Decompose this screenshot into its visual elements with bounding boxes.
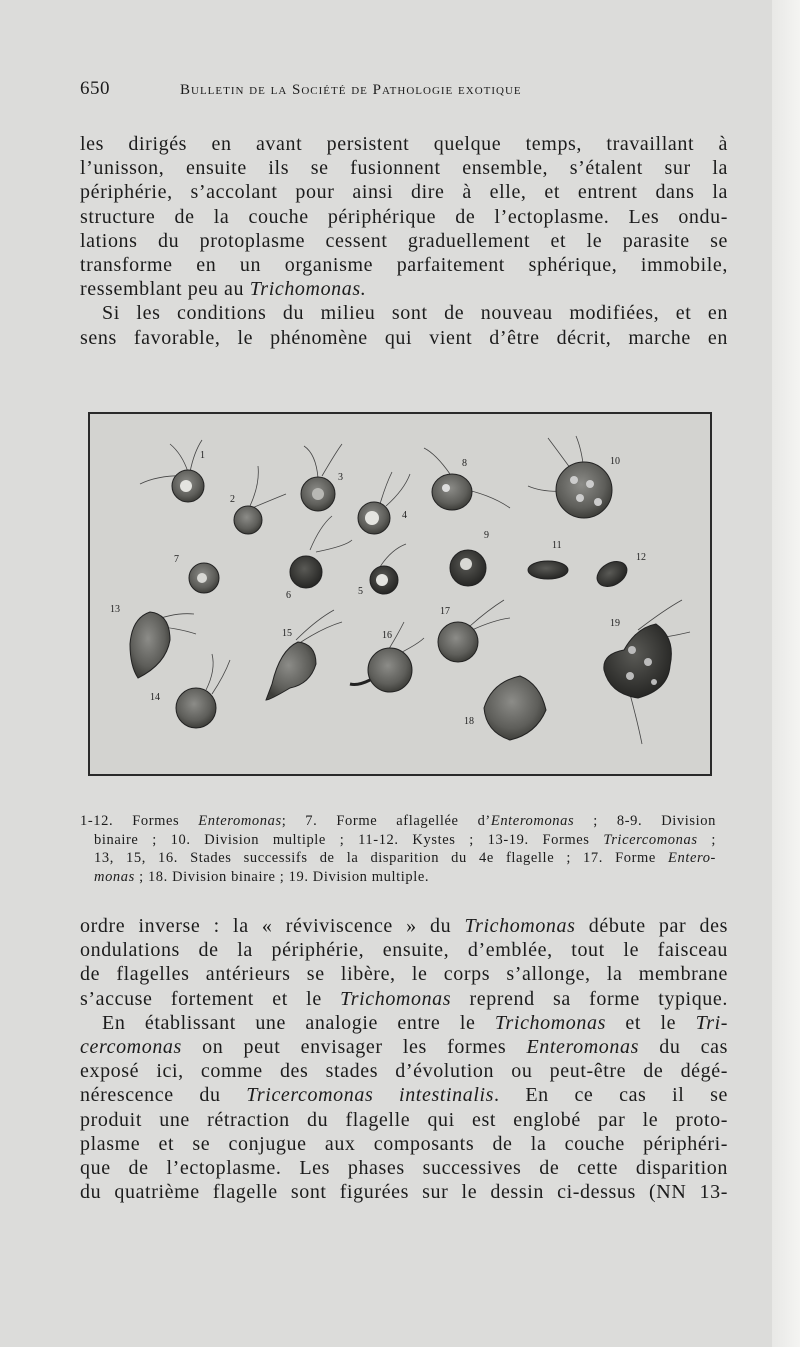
text-run: ordre inverse : la « réviviscence » du bbox=[80, 915, 465, 937]
label-13: 13 bbox=[110, 604, 120, 615]
caption-run: ; 7. Forme aflagellée d’ bbox=[281, 813, 491, 829]
genus-name: Trichomonas bbox=[464, 915, 576, 937]
genus-name: cercomonas bbox=[80, 1035, 182, 1058]
genus-name: monas bbox=[94, 868, 135, 885]
text-line: structure de la couche périphérique de l’ectoplasme. Les ondu- bbox=[80, 205, 728, 228]
caption-line bbox=[80, 831, 716, 850]
text-line: plasme et se conjugue aux composants de la couche périphéri- bbox=[80, 1132, 728, 1155]
cells bbox=[130, 462, 671, 740]
text-line: sens favorable, le phénomène qui vient d’être décrit, marche en bbox=[80, 326, 728, 349]
label-3: 3 bbox=[338, 472, 343, 483]
genus-name: Tricercomonas bbox=[603, 831, 698, 848]
label-2: 2 bbox=[230, 494, 235, 505]
text-run: ressemblant peu au bbox=[80, 278, 250, 301]
genus-name: Trichomonas. bbox=[249, 278, 367, 301]
text-line bbox=[80, 277, 728, 301]
text-line bbox=[80, 1035, 728, 1059]
caption-run: ; 18. Division binaire ; 19. Division multiple. bbox=[134, 868, 430, 885]
page-header bbox=[80, 78, 730, 108]
text-line bbox=[80, 1083, 728, 1107]
caption-run: ; 8-9. Division bbox=[574, 813, 716, 829]
text-run: s’accuse fortement et le bbox=[80, 987, 341, 1010]
text-run: nérescence du bbox=[80, 1084, 247, 1107]
text-run: débute par des bbox=[575, 915, 728, 937]
figure-illustration bbox=[88, 412, 712, 776]
text-line: lations du protoplasme cessent graduellement et le parasite se bbox=[80, 229, 728, 252]
label-19: 19 bbox=[610, 618, 620, 629]
label-16: 16 bbox=[382, 630, 392, 641]
text-line: du quatrième flagelle sont figurées sur le dessin ci-dessus (NN 13- bbox=[80, 1181, 728, 1204]
label-11: 11 bbox=[552, 540, 562, 551]
running-title: Bulletin de la Société de Pathologie exotique bbox=[180, 82, 522, 98]
text-line: transforme en un organisme parfaitement sphérique, immobile, bbox=[80, 253, 728, 276]
text-run: et le bbox=[605, 1011, 696, 1034]
text-line: que de l’ectoplasme. Les phases successives de cette disparition bbox=[80, 1156, 728, 1179]
caption-line bbox=[80, 868, 716, 887]
caption-line bbox=[80, 812, 716, 831]
label-9: 9 bbox=[484, 530, 489, 541]
body-text-bottom bbox=[80, 914, 728, 1204]
text-run: reprend sa forme typique. bbox=[451, 987, 728, 1010]
text-run: du cas bbox=[639, 1035, 728, 1058]
text-line bbox=[80, 914, 728, 938]
text-line: produit une rétraction du flagelle qui est englobé par le proto- bbox=[80, 1108, 728, 1131]
genus-name: Enteromonas bbox=[526, 1035, 639, 1058]
page-number: 650 bbox=[80, 78, 110, 99]
genus-name: Enteromonas bbox=[198, 813, 282, 829]
label-10: 10 bbox=[610, 456, 620, 467]
label-12: 12 bbox=[636, 552, 646, 563]
label-15: 15 bbox=[282, 628, 292, 639]
text-run: En établissant une analogie entre le bbox=[102, 1011, 495, 1034]
label-5: 5 bbox=[358, 586, 363, 597]
figure-caption bbox=[80, 812, 716, 886]
page-gutter bbox=[772, 0, 800, 1347]
label-14: 14 bbox=[150, 692, 160, 703]
label-18: 18 bbox=[464, 716, 474, 727]
genus-name: Tri- bbox=[695, 1011, 728, 1034]
text-line: ondulations de la périphérie, ensuite, d’emblée, tout le faisceau bbox=[80, 939, 728, 962]
genus-name: Trichomonas bbox=[494, 1011, 606, 1034]
caption-line bbox=[80, 849, 716, 868]
caption-run: binaire ; 10. Division multiple ; 11-12. Kystes ; 13-19. Formes bbox=[94, 831, 604, 848]
caption-run: 1-12. Formes bbox=[80, 813, 199, 829]
label-8: 8 bbox=[462, 458, 467, 469]
caption-run: 13, 15, 16. Stades successifs de la disparition du 4e flagelle ; 17. Forme bbox=[94, 850, 669, 866]
label-17: 17 bbox=[440, 606, 450, 617]
text-line: l’unisson, ensuite ils se fusionnent ensemble, s’étalent sur la bbox=[80, 157, 728, 180]
text-line bbox=[80, 987, 728, 1011]
label-7: 7 bbox=[174, 554, 179, 565]
body-text-top bbox=[80, 132, 728, 350]
text-line: exposé ici, comme des stades d’évolution ou peut-être de dégé- bbox=[80, 1060, 728, 1083]
text-line bbox=[80, 1011, 728, 1035]
label-4: 4 bbox=[402, 510, 407, 521]
text-line: périphérie, s’accolant pour ainsi dire à elle, et entrent dans la bbox=[80, 181, 728, 204]
label-1: 1 bbox=[200, 450, 205, 461]
caption-run: ; bbox=[697, 831, 716, 848]
genus-name: Enteromonas bbox=[490, 813, 575, 829]
genus-name: Trichomonas bbox=[340, 987, 452, 1010]
text-line: les dirigés en avant persistent quelque temps, travaillant à bbox=[80, 133, 728, 155]
text-line: Si les conditions du milieu sont de nouveau modifiées, et en bbox=[102, 302, 728, 325]
text-run: . En ce cas il se bbox=[494, 1084, 728, 1107]
species-name: Tricercomonas intestinalis bbox=[246, 1084, 495, 1107]
text-line: de flagelles antérieurs se libère, le corps s’allonge, la membrane bbox=[80, 963, 728, 986]
protozoa-drawing bbox=[90, 414, 710, 774]
genus-name: Entero- bbox=[668, 850, 716, 866]
label-6: 6 bbox=[286, 590, 291, 601]
text-run: on peut envisager les formes bbox=[181, 1035, 527, 1058]
